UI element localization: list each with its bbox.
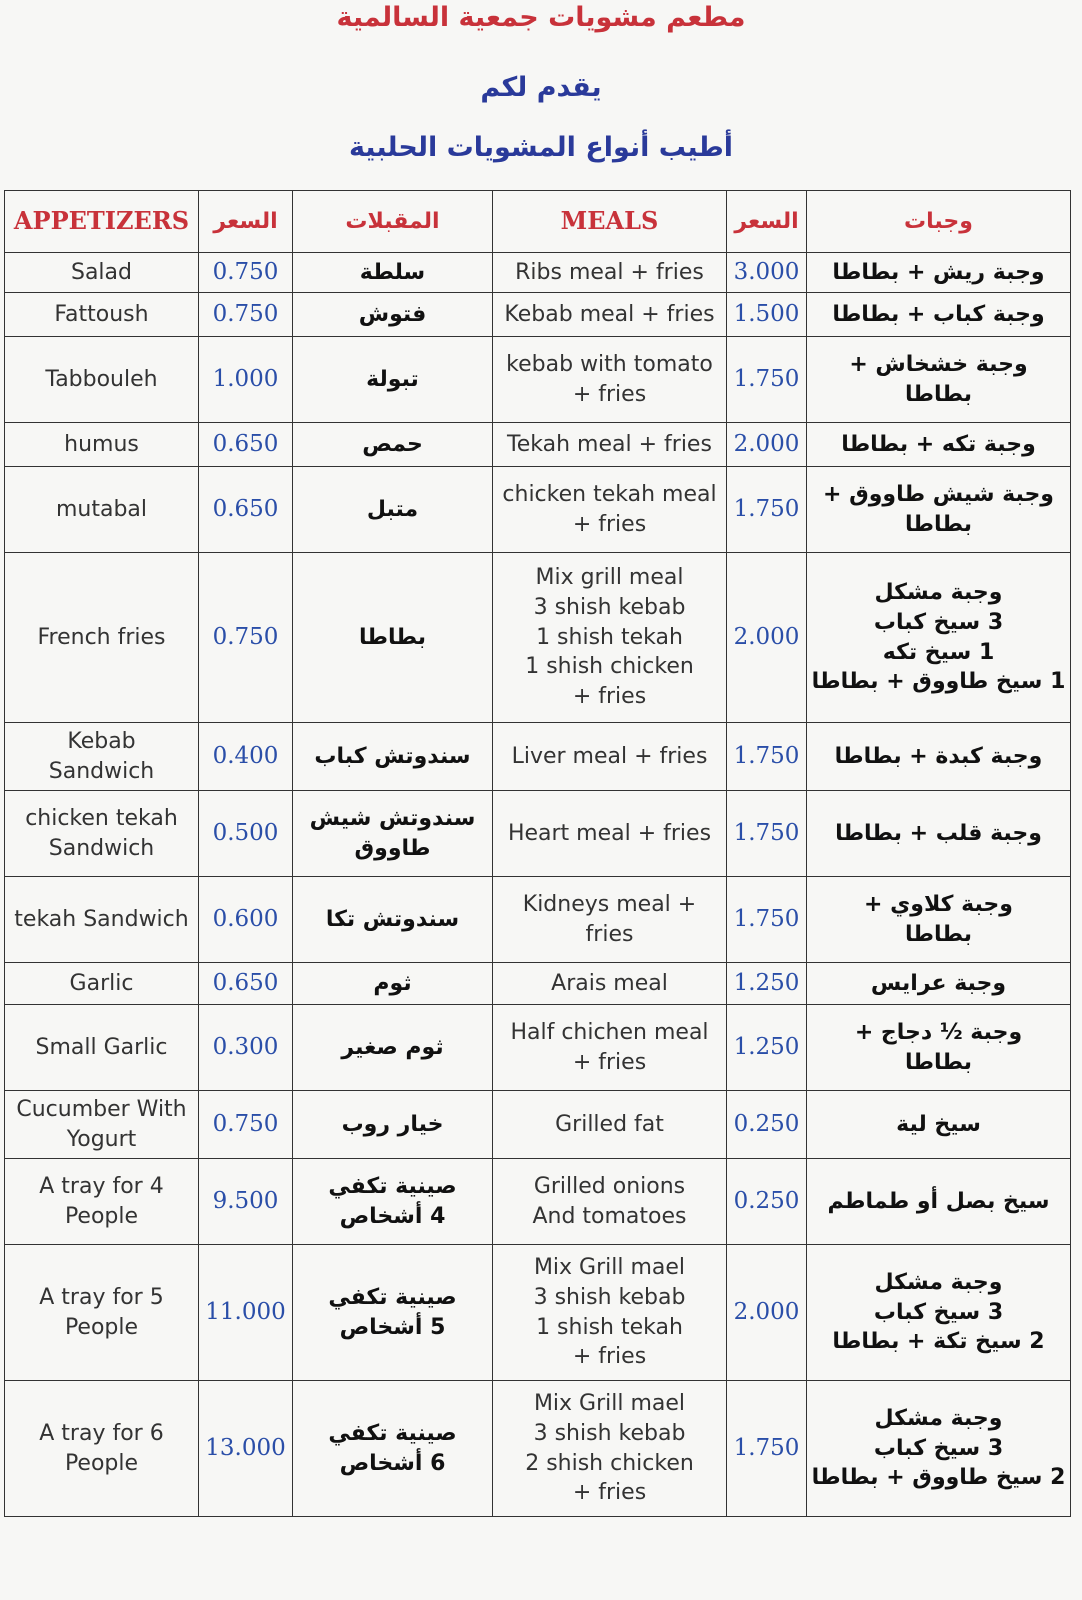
appetizer-price: 0.400: [199, 723, 293, 791]
meal-price: 1.750: [727, 1381, 807, 1517]
appetizer-name-ar: سندوتش كباب: [293, 723, 493, 791]
meal-price: 1.250: [727, 1005, 807, 1091]
appetizer-price: 0.650: [199, 467, 293, 553]
appetizer-name-ar: سندوتش تكا: [293, 877, 493, 963]
appetizer-name-ar: صينية تكفي 6 أشخاص: [293, 1381, 493, 1517]
appetizer-name-ar: متبل: [293, 467, 493, 553]
menu-row: [5, 293, 1071, 337]
menu-row: [5, 1245, 1071, 1381]
appetizer-name-en: Tabbouleh: [5, 337, 199, 423]
meal-price: 0.250: [727, 1091, 807, 1159]
appetizer-name-en: Cucumber With Yogurt: [5, 1091, 199, 1159]
menu-row: [5, 1381, 1071, 1517]
meal-name-ar: وجبة مشكل 3 سيخ كباب 2 سيخ تكة + بطاطا: [807, 1245, 1071, 1381]
menu-row: [5, 1159, 1071, 1245]
menu-row: [5, 337, 1071, 423]
meal-name-ar: وجبة كلاوي + بطاطا: [807, 877, 1071, 963]
appetizer-name-en: mutabal: [5, 467, 199, 553]
appetizer-price: 0.600: [199, 877, 293, 963]
meal-name-ar: سيخ بصل أو طماطم: [807, 1159, 1071, 1245]
meal-name-en: Mix grill meal 3 shish kebab 1 shish tekah 1 shish chicken + fries: [493, 553, 727, 723]
meal-name-ar: وجبة تكه + بطاطا: [807, 423, 1071, 467]
appetizer-name-en: A tray for 5 People: [5, 1245, 199, 1381]
meal-name-ar: وجبة ½ دجاج + بطاطا: [807, 1005, 1071, 1091]
meal-price: 1.250: [727, 963, 807, 1005]
meal-name-ar: وجبة ريش + بطاطا: [807, 253, 1071, 293]
meal-price: 3.000: [727, 253, 807, 293]
appetizer-price: 0.650: [199, 423, 293, 467]
meal-price: 1.500: [727, 293, 807, 337]
appetizer-name-en: A tray for 4 People: [5, 1159, 199, 1245]
appetizer-name-ar: سندوتش شيش طاووق: [293, 791, 493, 877]
menu-row: [5, 467, 1071, 553]
meal-name-ar: وجبة مشكل 3 سيخ كباب 1 سيخ تكه 1 سيخ طاووق + بطاطا: [807, 553, 1071, 723]
appetizer-price: 0.750: [199, 553, 293, 723]
appetizer-price: 0.750: [199, 253, 293, 293]
meal-price: 1.750: [727, 337, 807, 423]
appetizer-price: 1.000: [199, 337, 293, 423]
menu-row: [5, 1091, 1071, 1159]
meal-price: 0.250: [727, 1159, 807, 1245]
meal-name-ar: وجبة خشخاش + بطاطا: [807, 337, 1071, 423]
tagline: أطيب أنواع المشويات الحلبية: [348, 132, 734, 163]
col-appetizers-ar: المقبلات: [293, 191, 493, 253]
meal-name-ar: وجبة قلب + بطاطا: [807, 791, 1071, 877]
meal-name-ar: وجبة مشكل 3 سيخ كباب 2 سيخ طاووق + بطاطا: [807, 1381, 1071, 1517]
meal-name-en: Kidneys meal + fries: [493, 877, 727, 963]
appetizer-name-en: French fries: [5, 553, 199, 723]
menu-row: [5, 877, 1071, 963]
meal-name-en: Half chichen meal + fries: [493, 1005, 727, 1091]
appetizer-name-ar: ثوم: [293, 963, 493, 1005]
appetizer-name-en: Fattoush: [5, 293, 199, 337]
appetizer-name-ar: صينية تكفي 5 أشخاص: [293, 1245, 493, 1381]
meal-price: 2.000: [727, 1245, 807, 1381]
menu-row: [5, 723, 1071, 791]
appetizer-name-ar: خيار روب: [293, 1091, 493, 1159]
meal-name-ar: وجبة شيش طاووق + بطاطا: [807, 467, 1071, 553]
appetizer-price: 0.500: [199, 791, 293, 877]
appetizer-price: 11.000: [199, 1245, 293, 1381]
col-meals-en: MEALS: [493, 191, 727, 253]
col-appetizers-en: APPETIZERS: [5, 191, 199, 253]
meal-name-ar: وجبة كباب + بطاطا: [807, 293, 1071, 337]
meal-name-en: Mix Grill mael 3 shish kebab 1 shish tekah + fries: [493, 1245, 727, 1381]
meal-name-en: chicken tekah meal + fries: [493, 467, 727, 553]
meal-name-en: Liver meal + fries: [493, 723, 727, 791]
appetizer-name-en: Garlic: [5, 963, 199, 1005]
appetizer-name-ar: تبولة: [293, 337, 493, 423]
meal-name-en: Tekah meal + fries: [493, 423, 727, 467]
menu-row: [5, 791, 1071, 877]
menu-row: [5, 253, 1071, 293]
meal-name-ar: وجبة عرايس: [807, 963, 1071, 1005]
meal-name-en: Kebab meal + fries: [493, 293, 727, 337]
meal-price: 1.750: [727, 877, 807, 963]
meal-price: 1.750: [727, 723, 807, 791]
meal-name-en: Arais meal: [493, 963, 727, 1005]
meal-name-en: Grilled onions And tomatoes: [493, 1159, 727, 1245]
appetizer-name-ar: فتوش: [293, 293, 493, 337]
appetizer-name-en: Kebab Sandwich: [5, 723, 199, 791]
meal-name-en: Ribs meal + fries: [493, 253, 727, 293]
appetizer-name-en: Salad: [5, 253, 199, 293]
appetizer-price: 0.750: [199, 1091, 293, 1159]
appetizer-name-ar: بطاطا: [293, 553, 493, 723]
appetizer-price: 13.000: [199, 1381, 293, 1517]
col-price-2: السعر: [727, 191, 807, 253]
meal-name-ar: سيخ لية: [807, 1091, 1071, 1159]
appetizer-name-ar: سلطة: [293, 253, 493, 293]
restaurant-title: مطعم مشويات جمعية السالمية: [336, 2, 746, 33]
meal-name-en: Mix Grill mael 3 shish kebab 2 shish chicken + fries: [493, 1381, 727, 1517]
meal-price: 2.000: [727, 553, 807, 723]
menu-table: [4, 190, 1071, 1517]
menu-row: [5, 553, 1071, 723]
subtitle: يقدم لكم: [480, 72, 602, 103]
appetizer-name-en: chicken tekah Sandwich: [5, 791, 199, 877]
appetizer-price: 9.500: [199, 1159, 293, 1245]
appetizer-name-en: A tray for 6 People: [5, 1381, 199, 1517]
appetizer-name-en: tekah Sandwich: [5, 877, 199, 963]
appetizer-name-ar: ثوم صغير: [293, 1005, 493, 1091]
appetizer-price: 0.750: [199, 293, 293, 337]
col-meals-ar: وجبات: [807, 191, 1071, 253]
appetizer-name-ar: حمص: [293, 423, 493, 467]
meal-name-en: Grilled fat: [493, 1091, 727, 1159]
appetizer-name-en: humus: [5, 423, 199, 467]
appetizer-price: 0.300: [199, 1005, 293, 1091]
header-row: [5, 191, 1071, 253]
meal-name-ar: وجبة كبدة + بطاطا: [807, 723, 1071, 791]
appetizer-name-en: Small Garlic: [5, 1005, 199, 1091]
appetizer-name-ar: صينية تكفي 4 أشخاص: [293, 1159, 493, 1245]
menu-row: [5, 963, 1071, 1005]
meal-price: 1.750: [727, 467, 807, 553]
menu-body: [5, 253, 1071, 1517]
col-price-1: السعر: [199, 191, 293, 253]
meal-price: 2.000: [727, 423, 807, 467]
meal-price: 1.750: [727, 791, 807, 877]
meal-name-en: Heart meal + fries: [493, 791, 727, 877]
meal-name-en: kebab with tomato + fries: [493, 337, 727, 423]
appetizer-price: 0.650: [199, 963, 293, 1005]
menu-row: [5, 423, 1071, 467]
menu-row: [5, 1005, 1071, 1091]
